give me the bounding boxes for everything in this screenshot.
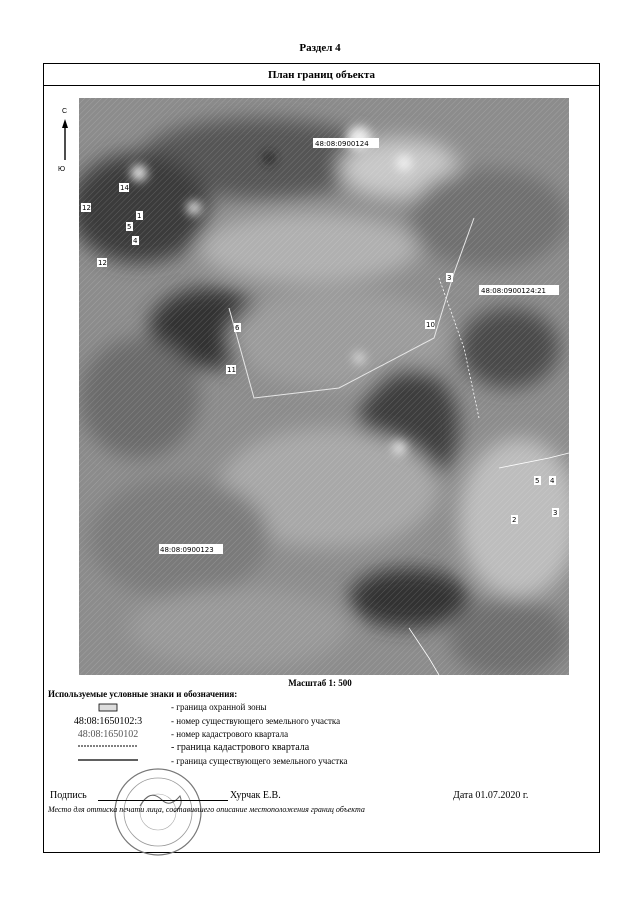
legend-text: - граница существующего земельного участка (171, 756, 348, 766)
point-label: 14 (120, 184, 129, 192)
aerial-map (79, 98, 569, 675)
legend-item-quarter-number (48, 729, 548, 741)
point-label: 3 (447, 274, 452, 282)
signature-line (98, 800, 228, 801)
signer-name: Хурчак Е.В. (230, 790, 281, 801)
scale-label: Масштаб 1: 500 (288, 678, 352, 688)
point-label: 11 (227, 366, 236, 374)
point-label: 4 (133, 237, 138, 245)
point-label: 12 (98, 259, 107, 267)
north-label: С (62, 108, 68, 115)
section-title: Раздел 4 (299, 42, 341, 54)
parcel-label (479, 285, 559, 295)
point-label: 5 (535, 477, 540, 485)
legend-text: - граница кадастрового квартала (171, 742, 310, 753)
signature-label: Подпись (50, 790, 87, 801)
parcel-label-text: 48:08:0900123 (160, 546, 214, 554)
legend-item-protection-zone (48, 702, 548, 714)
point-label: 10 (426, 321, 435, 329)
legend-symbol (48, 742, 168, 752)
point-label: 2 (512, 516, 517, 524)
stamp-place-note: Место для оттиска печати лица, составившего описание местоположения границ объекта (48, 805, 365, 814)
point-label: 6 (235, 324, 240, 332)
parcel-label (159, 544, 223, 554)
south-label: Ю (58, 166, 66, 173)
legend-symbol (48, 702, 168, 714)
legend-item-quarter-boundary (48, 742, 548, 754)
parcel-label-text: 48:08:0900124:21 (481, 287, 546, 295)
legend-text: - номер существующего земельного участка (171, 716, 341, 726)
point-label: 12 (82, 204, 91, 212)
parcel-label (313, 138, 379, 148)
signature-date: Дата 01.07.2020 г. (453, 790, 529, 801)
point-label: 4 (550, 477, 555, 485)
legend-symbol: 48:08:1650102 (77, 729, 139, 740)
legend-symbol: 48:08:1650102:3 (73, 716, 143, 727)
legend-text: - граница охранной зоны (171, 702, 267, 712)
legend-text: - номер кадастрового квартала (171, 729, 289, 739)
point-label: 5 (127, 223, 132, 231)
point-label: 3 (553, 509, 558, 517)
legend-item-parcel-number (48, 716, 548, 728)
plan-header: План границ объекта (44, 64, 599, 86)
north-arrow (55, 108, 75, 178)
point-label: 1 (137, 212, 142, 220)
parcel-label-text: 48:08:0900124 (315, 140, 369, 148)
legend-title: Используемые условные знаки и обозначения: (48, 689, 238, 699)
legend-symbol (48, 756, 168, 766)
